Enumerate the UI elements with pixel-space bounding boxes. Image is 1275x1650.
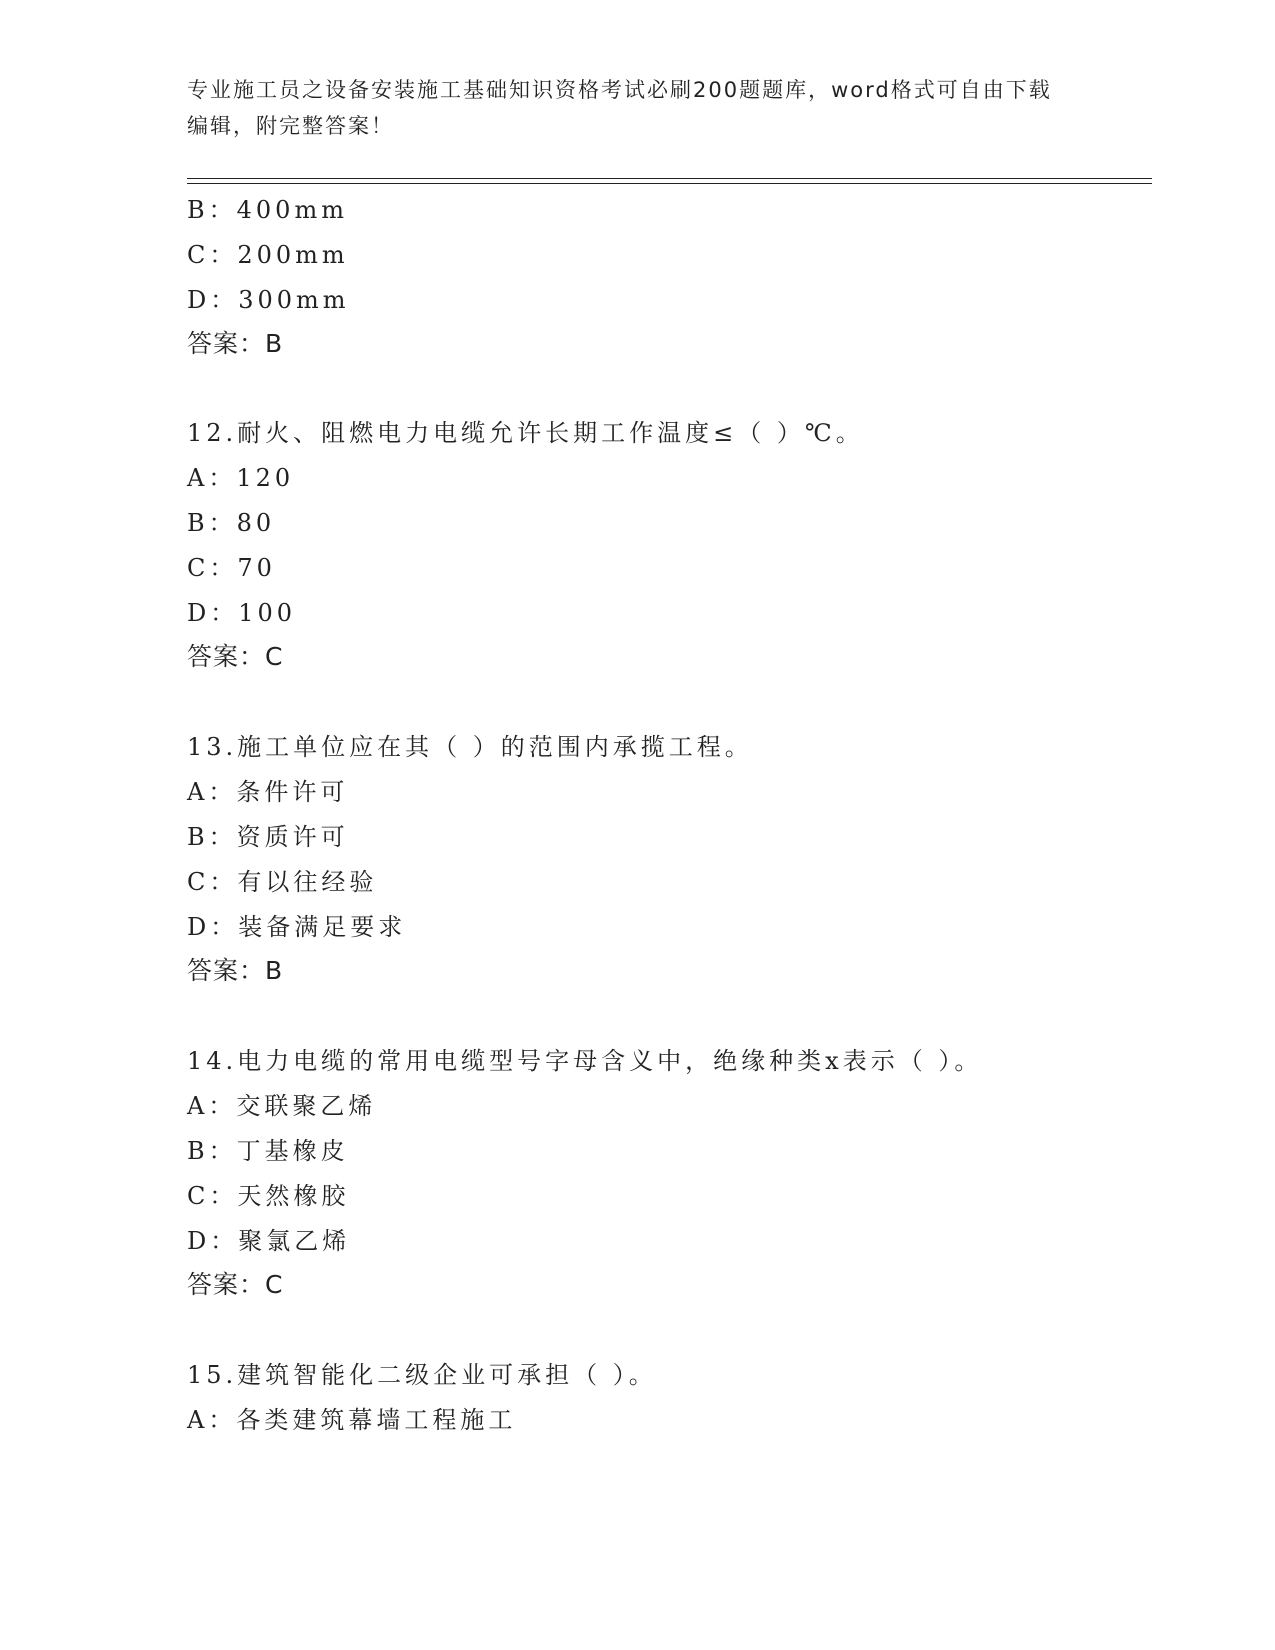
answer: 答案：C [187, 1270, 284, 1299]
document-header: 专业施工员之设备安装施工基础知识资格考试必刷200题题库，word格式可自由下载编辑，附完整答案！ [187, 78, 1052, 138]
question-stem: 15.建筑智能化二级企业可承担（ ）。 [187, 1361, 657, 1389]
answer: 答案：C [187, 642, 284, 671]
option-c: C：有以往经验 [187, 868, 378, 896]
question-stem: 13.施工单位应在其（ ）的范围内承揽工程。 [187, 733, 753, 761]
option-d: D：聚氯乙烯 [187, 1227, 351, 1255]
answer: 答案：B [187, 329, 284, 358]
option-b: B：资质许可 [187, 823, 349, 851]
option-d: D：装备满足要求 [187, 913, 407, 941]
option-b: B：400mm [187, 196, 348, 224]
option-a: A：各类建筑幕墙工程施工 [187, 1406, 517, 1434]
answer: 答案：B [187, 956, 284, 985]
option-c: C：200mm [187, 241, 349, 269]
option-d: D：300mm [187, 286, 350, 314]
option-b: B：丁基橡皮 [187, 1137, 349, 1165]
option-a: A：120 [187, 464, 295, 492]
option-a: A：交联聚乙烯 [187, 1092, 377, 1120]
option-b: B：80 [187, 509, 276, 537]
option-a: A：条件许可 [187, 778, 349, 806]
question-stem: 12.耐火、阻燃电力电缆允许长期工作温度≤（ ）℃。 [187, 419, 864, 447]
question-stem: 14.电力电缆的常用电缆型号字母含义中，绝缘种类x表示（ ）。 [187, 1047, 983, 1075]
header-rule-top [187, 178, 1152, 179]
header-rule-bottom [187, 183, 1152, 184]
option-c: C：70 [187, 554, 276, 582]
option-d: D：100 [187, 599, 297, 627]
option-c: C：天然橡胶 [187, 1182, 350, 1210]
